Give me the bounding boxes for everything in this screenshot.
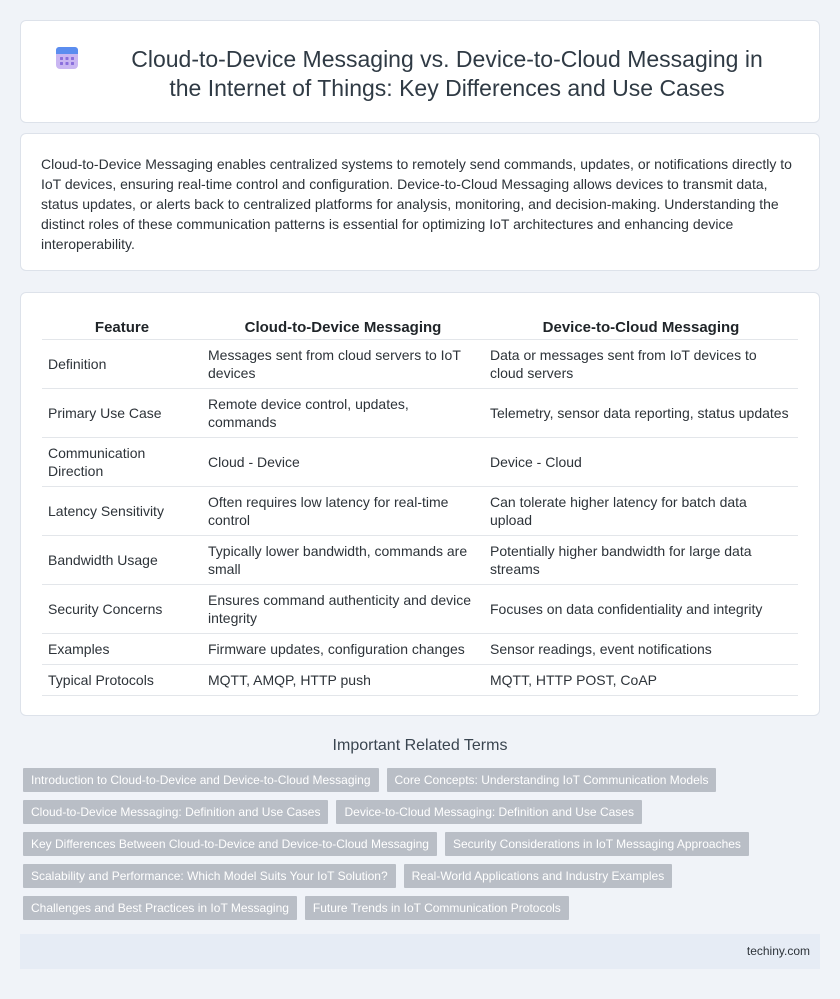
table-row (42, 340, 798, 389)
header-device-to-cloud: Device-to-Cloud Messaging (542, 319, 740, 336)
table-cell: Communication Direction (42, 438, 202, 487)
table-row (42, 438, 798, 487)
intro-paragraph: Cloud-to-Device Messaging enables centralized systems to remotely send commands, updates, or notifications directly to IoT devices, ensuring real-time control and configuration. Device-to-Cloud Messaging allows devices to transmit data, status updates, or alerts back to centralized platforms for analysis, monitoring, and decision-making. Understanding the distinct roles of these communication patterns is essential for optimizing IoT architectures and enhancing device interoperability. (41, 156, 792, 252)
table-cell: Can tolerate higher latency for batch data upload (484, 487, 798, 536)
related-term-link[interactable]: Future Trends in IoT Communication Protocols (305, 896, 569, 920)
table-row (42, 585, 798, 634)
header-cloud-to-device: Cloud-to-Device Messaging (244, 319, 442, 336)
tag-row (23, 768, 803, 792)
page-title: Cloud-to-Device Messaging vs. Device-to-Cloud Messaging in the Internet of Things: Key Differences and Use Cases (131, 46, 763, 101)
table-cell: Cloud - Device (202, 438, 484, 487)
tag-row (23, 864, 803, 888)
table-cell: Examples (42, 634, 202, 665)
table-cell: Definition (42, 340, 202, 389)
table-cell: Telemetry, sensor data reporting, status updates (484, 389, 798, 438)
table-cell: Typical Protocols (42, 665, 202, 696)
table-cell: Often requires low latency for real-time control (202, 487, 484, 536)
related-term-link[interactable]: Device-to-Cloud Messaging: Definition and Use Cases (336, 800, 641, 824)
table-cell: Potentially higher bandwidth for large data streams (484, 536, 798, 585)
table-row (42, 487, 798, 536)
table-row (42, 536, 798, 585)
related-term-link[interactable]: Challenges and Best Practices in IoT Messaging (23, 896, 297, 920)
related-term-link[interactable]: Core Concepts: Understanding IoT Communication Models (387, 768, 717, 792)
table-cell: Bandwidth Usage (42, 536, 202, 585)
related-term-link[interactable]: Scalability and Performance: Which Model Suits Your IoT Solution? (23, 864, 396, 888)
header-feature: Feature (94, 319, 150, 336)
table-cell: Primary Use Case (42, 389, 202, 438)
table-cell: Focuses on data confidentiality and integrity (484, 585, 798, 634)
comparison-table (42, 317, 798, 696)
table-cell: Security Concerns (42, 585, 202, 634)
tag-row (23, 832, 803, 856)
title-card (20, 20, 820, 123)
comparison-card (20, 292, 820, 716)
footer (20, 934, 820, 969)
table-cell: Remote device control, updates, commands (202, 389, 484, 438)
table-cell: Sensor readings, event notifications (484, 634, 798, 665)
intro-card (20, 133, 820, 271)
table-row (42, 665, 798, 696)
table-cell: MQTT, AMQP, HTTP push (202, 665, 484, 696)
footer-site-link[interactable]: techiny.com (746, 944, 810, 958)
table-cell: Data or messages sent from IoT devices to cloud servers (484, 340, 798, 389)
table-header-row (42, 317, 798, 340)
related-term-link[interactable]: Real-World Applications and Industry Examples (404, 864, 673, 888)
table-cell: Typically lower bandwidth, commands are small (202, 536, 484, 585)
table-cell: Firmware updates, configuration changes (202, 634, 484, 665)
related-term-link[interactable]: Key Differences Between Cloud-to-Device and Device-to-Cloud Messaging (23, 832, 437, 856)
table-row (42, 389, 798, 438)
related-term-link[interactable]: Security Considerations in IoT Messaging Approaches (445, 832, 749, 856)
related-terms-heading: Important Related Terms (332, 737, 508, 754)
table-cell: Device - Cloud (484, 438, 798, 487)
table-cell: Messages sent from cloud servers to IoT devices (202, 340, 484, 389)
tag-row (23, 896, 803, 920)
table-cell: Ensures command authenticity and device integrity (202, 585, 484, 634)
table-cell: MQTT, HTTP POST, CoAP (484, 665, 798, 696)
related-term-link[interactable]: Introduction to Cloud-to-Device and Device-to-Cloud Messaging (23, 768, 379, 792)
related-terms-list (23, 768, 803, 928)
table-row (42, 634, 798, 665)
related-term-link[interactable]: Cloud-to-Device Messaging: Definition and Use Cases (23, 800, 328, 824)
table-cell: Latency Sensitivity (42, 487, 202, 536)
tag-row (23, 800, 803, 824)
